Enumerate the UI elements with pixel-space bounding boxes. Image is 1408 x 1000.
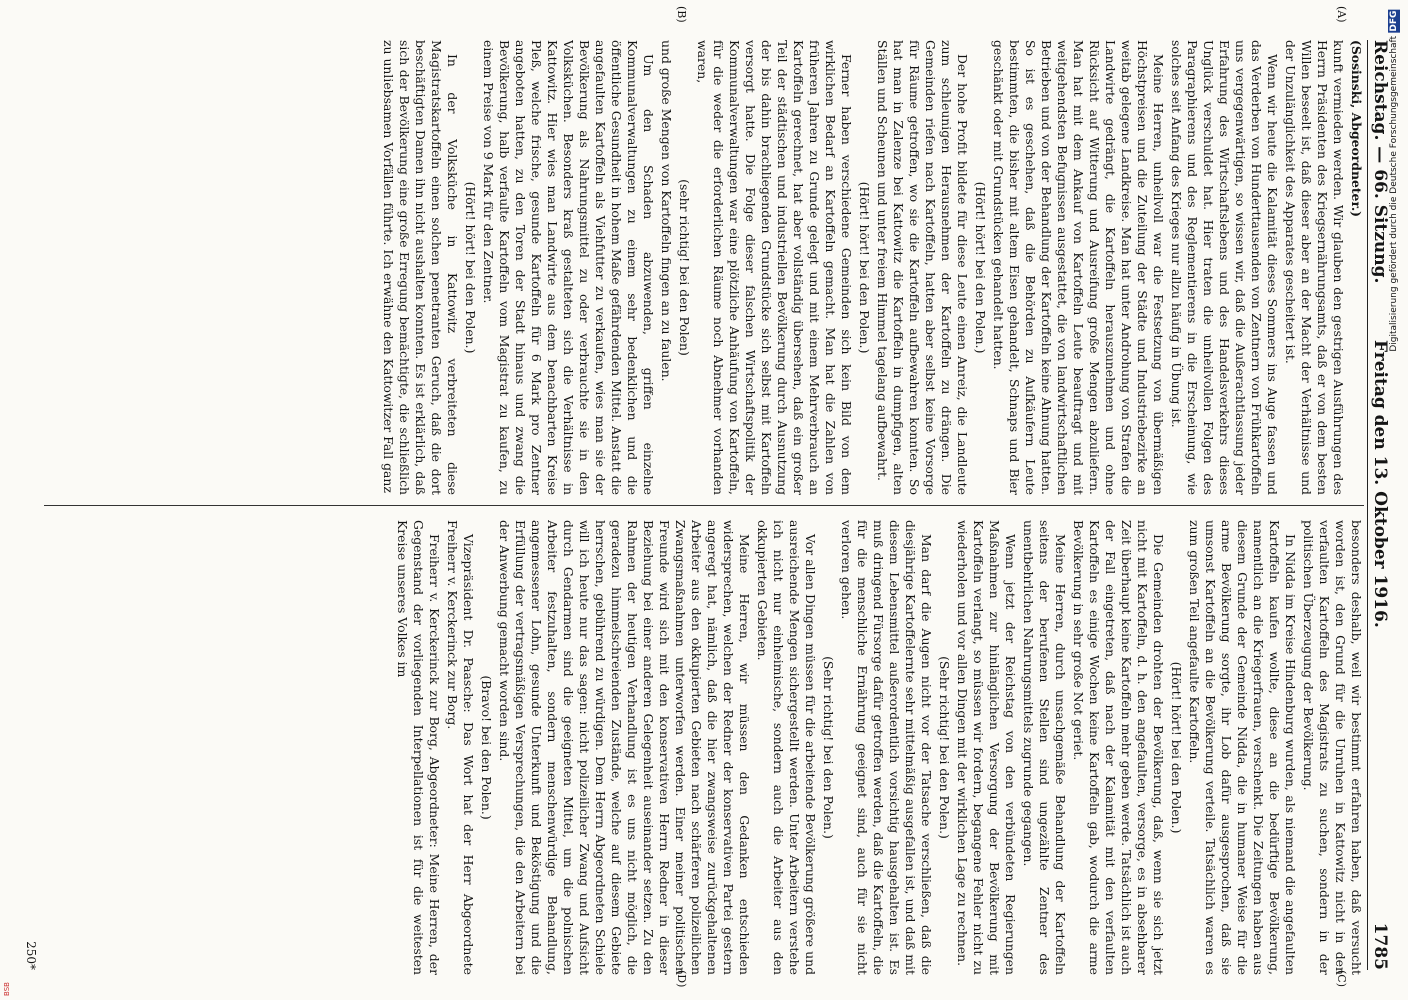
marker-b: (B) xyxy=(675,6,688,23)
paragraph: Um den Schaden abzuwenden, griffen einzelne Kommunalverwaltungen zu einem sehr bedenklichen und die öffentliche Gesundheit in hohem Maße gefährdenden Mittel. Anstatt die angefaulten Kartoffeln als Viehfutter zu verkaufen, wies man sie der Bevölkerung als Nahrungsmittel zu oder verbrauchte sie in den Volksküchen. Besonders kraß gestalteten sich die Verhältnisse in Kattowitz. Hier wies man Landwirte aus dem benachbarten Kreise Pleß, welche frische, gesunde Kartoffeln für 6 Mark pro Zentner angeboten hatten, zu den Toren der Stadt hinaus und zwang die Bevölkerung, halb verfaulte Kartoffeln vom Magistrat zu kaufen, zu einem Preise von 9 Mark für den Zentner. xyxy=(481,40,656,495)
paragraph: kunft vermieden werden. Wir glauben den gestrigen Ausführungen des Herrn Präsidenten des Kriegsernährungsamts, daß er von dem besten Willen beseelt ist, daß dieser aber an der Macht der Verhältnisse und der Unzulänglichkeit des Apparates gescheitert ist. xyxy=(1283,40,1346,495)
page-number: 1785 xyxy=(1370,922,1390,970)
bsb-mark: BSB xyxy=(3,982,11,996)
left-column xyxy=(44,40,1364,495)
marker-a: (A) xyxy=(1335,6,1348,23)
interjection: (Hört! hört! bei den Polen.) xyxy=(973,181,988,354)
interjection: (Hört! hört! bei den Polen.) xyxy=(1169,661,1184,834)
paragraph: In der Volksküche in Kattowitz verbreiteten diese Magistratskartoffeln einen solchen penetranten Geruch, daß die dort beschäftigten Damen ihn nicht aushalten konnten. Es ist erklärlich, daß sich der Bevölkerung eine große Erregung bemächtigte, die schließlich zu unliebsamen Vorfällen führte. Ich erwähne den Kattowitzer Fall ganz xyxy=(381,40,460,495)
paragraph: Ferner haben verschiedene Gemeinden sich kein Bild von dem wirklichen Bedarf an Kartoffeln gemacht. Man hat die Zahlen von früheren Jahren zu Grunde gelegt und mit einem Mehrverbrauch an Kartoffeln gerechnet, hat aber vollständig übersehen, daß ein großer Teil der städtischen und industriellen Bevölkerung durch Ausnutzung der bis dahin brachliegenden Grundstücke sich selbst mit Kartoffeln versorgt hatte. Die Folge dieser falschen Wirtschaftspolitik der Kommunalverwaltungen war eine plötzliche Anhäufung von Kartoffeln, für die weder die erforderlichen Räume noch Abnehmer vorhanden waren, xyxy=(695,40,854,495)
signature-mark: 250* xyxy=(24,941,38,970)
paragraph: besonders deshalb, weil wir bestimmt erfahren haben, daß versucht worden ist, den Grund für die Unruhen in Kattowitz nicht in den verfaulten Kartoffeln des Magistrats zu suchen, sondern in der politischen Überzeugung der Bevölkerung. xyxy=(1301,520,1364,975)
speaker-line: (Sosinski, Abgeordneter.) xyxy=(1349,40,1364,218)
paragraph: Wenn wir heute die Kalamität dieses Sommers ins Auge fassen und das Verderben von Hunderttausenden von Zentnern von Frühkartoffeln uns vergegenwärtigen, so wissen wir, daß die Außerachtlassung jeder Erfahrung des Wirtschaftslebens und des Handelsverkehrs dieses Unglück verschuldet hat. Hier traten die unheilvollen Folgen des Paragraphierens und des Reglementierens in die Erscheinung, wie solches seit Anfang des Krieges nur allzu häufig in Übung ist. xyxy=(1169,40,1280,495)
paragraph: Vizepräsident Dr. Paasche: Das Wort hat der Herr Abgeordnete Freiherr v. Kerckerinck zur Borg. xyxy=(445,520,476,975)
paragraph: Der hohe Profit bildete für diese Leute einen Anreiz, die Landleute zum schleunigen Herausnehmen der Kartoffeln zu drängen. Die Gemeinden riefen nach Kartoffeln, hatten aber selbst keine Vorsorge für Räume getroffen, wo sie die Kartoffeln aufbewahren konnten. So hat man in Zalenze bei Kattowitz die Kartoffeln in dumpfigen, alten Ställen und Scheunen und unter freiem Himmel tagelang aufbewahrt. xyxy=(875,40,970,495)
right-column xyxy=(44,520,1364,975)
paragraph: Wenn jetzt der Reichstag von den verbündeten Regierungen Maßnahmen zur hinlänglichen Versorgung der Bevölkerung mit Kartoffeln verlangt, so müssen wir fordern, begangene Fehler nicht zu wiederholen und vor allen Dingen mit der wirklichen Lage zu rechnen. xyxy=(955,520,1018,975)
paragraph: Die Gemeinden drohten der Bevölkerung, daß, wenn sie sich jetzt nicht mit Kartoffeln, d. h. den angefaulten, versorge, es in absehbarer Zeit überhaupt keine Kartoffeln mehr geben werde. Tatsächlich ist auch der Fall eingetreten, daß nach der Kalamität mit den verfaulten Kartoffeln es einige Wochen keine Kartoffeln gab, wodurch die arme Bevölkerung in sehr große Not geriet. xyxy=(1071,520,1166,975)
paragraph: Meine Herren, unheilvoll war die Festsetzung von übermäßigen Höchstpreisen und die Zuteilung der Städte und Industriebezirke an weitab gelegene Landkreise. Man hat unter Androhung von Strafen die Landwirte gedrängt, die Kartoffeln herauszunehmen und ohne Rücksicht auf Witterung und Ausreifung große Mengen abzuliefern. Man hat mit dem Ankauf von Kartoffeln Leute beauftragt und mit weitgehendsten Befugnissen ausgestattet, die von landwirtschaftlichen Betrieben und von der Behandlung der Kartoffeln keine Ahnung hatten. So ist es geschehen, daß die Behörden zu Aufkäufern Leute bestimmten, die bisher mit altem Eisen gehandelt, Schnaps und Bier geschänkt oder mit Grundstücken gehandelt hatten. xyxy=(991,40,1166,495)
header-left: Reichstag. — 66. Sitzung. xyxy=(1370,40,1390,284)
interjection: (sehr richtig! bei den Polen) xyxy=(677,179,692,356)
marker-c: (C) xyxy=(1335,970,1348,987)
interjection: (Hört! hört! bei den Polen.) xyxy=(857,181,872,354)
interjection: (Sehr richtig! bei den Polen.) xyxy=(821,656,836,839)
paragraph: Meine Herren, durch unsachgemäße Behandlung der Kartoffeln seitens der berufenen Stellen sind ungezählte Zentner des unentbehrlichen Nahrungsmittels zugrunde gegangen. xyxy=(1021,520,1068,975)
dfg-logo: DFG xyxy=(1389,11,1399,33)
paragraph: und große Mengen von Kartoffeln fingen an zu faulen. xyxy=(659,40,674,382)
paragraph: Man darf die Augen nicht vor der Tatsache verschließen, daß die diesjährige Kartoffelernte sehr mittelmäßig ausgefallen ist, und daß mit diesem Lebensmittel außerordentlich vorsichtig hausgehalten ist. Es muß dringend Fürsorge dafür getroffen werden, daß die Kartoffeln, die für die menschliche Ernährung geeignet sind, auch für sie nicht verloren gehen. xyxy=(839,520,934,975)
marker-d: (D) xyxy=(675,970,688,988)
interjection: (Hört! hört! bei den Polen.) xyxy=(463,181,478,354)
column-divider xyxy=(44,505,1364,506)
header-rule xyxy=(1367,40,1368,970)
credit-text-wrap xyxy=(1388,10,1400,352)
paragraph: In Nidda im Kreise Hindenburg wurden, als niemand die angefaulten Kartoffeln kaufen wollte, diese an die bedürftige Bevölkerung, namentlich an die Kriegerfrauen, verschenkt. Die Zeitungen haben aus diesem Grunde der Gemeinde Nidda, die in humaner Weise für die arme Bevölkerung sorgte, ihr Lob dafür ausgesprochen, daß sie umsonst Kartoffeln an die Bevölkerung verteile. Tatsächlich waren es zum großen Teil angefaulte Kartoffeln. xyxy=(1187,520,1298,975)
interjection: (Sehr richtig! bei den Polen.) xyxy=(937,656,952,839)
paragraph: Freiherr v. Kerckerinck zur Borg, Abgeordneter: Meine Herren, der Gegenstand der vorliegenden Interpellationen ist für die weitesten Kreise unseres Volkes im xyxy=(395,520,442,975)
credit-text: Digitalisierung gefördert durch die Deutsche Forschungsgemeinschaft xyxy=(1389,35,1399,352)
paragraph: Vor allen Dingen müssen für die arbeitende Bevölkerung größere und ausreichende Mengen sichergestellt werden. Unter Arbeitern verstehe ich nicht nur einheimische, sondern auch die Arbeiter aus den okkupierten Gebieten. xyxy=(755,520,818,975)
interjection: (Bravo! bei den Polen.) xyxy=(479,675,494,820)
digitization-credit xyxy=(1386,0,1406,1000)
header-date: Freitag den 13. Oktober 1916. xyxy=(1370,340,1390,628)
paragraph: Meine Herren, wir müssen den Gedanken entschieden widersprechen, welchen der Redner der konservativen Partei gestern angeregt hat, nämlich, daß die hier zwangsweise zurückgehaltenen Arbeiter aus den okkupierten Gebieten nach schärferen polizeilichen Zwangsmaßnahmen unterworfen werden. Einer meiner politischen Freunde wird sich mit den konservativen Herrn Redner in dieser Beziehung bei einer anderen Gelegenheit auseinander setzen. Zu den Rahmen der heutigen Verhandlung ist es uns nicht möglich, die geradezu himmelschreienden Zustände, welche auf diesem Gebiete herrschen, gebührend zu würdigen. Dem Herrn Abgeordneten Schiele will ich heute nur das sagen: nicht polizeilicher Zwang und Aufsicht durch Gendarmen sind die geeigneten Mittel, um die polnischen Arbeiter festzuhalten, sondern menschenwürdige Behandlung, angemessener Lohn, gesunde Unterkunft und Beköstigung und die Erfüllung der vertragsmäßigen Versprechungen, die den Arbeitern bei der Anwerbung gemacht worden sind. xyxy=(497,520,752,975)
